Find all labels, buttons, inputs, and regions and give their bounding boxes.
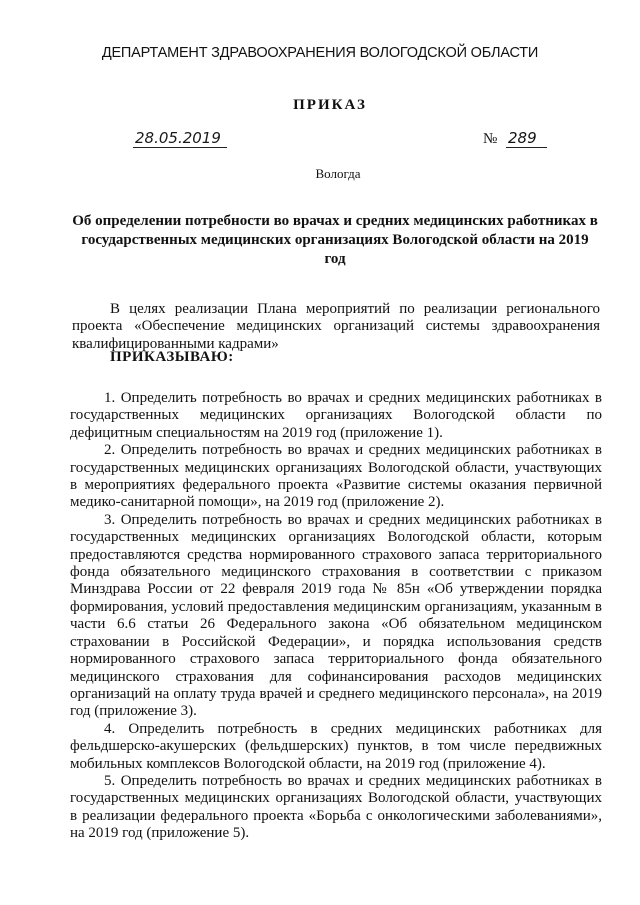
order-date: 28.05.2019 [133, 130, 227, 148]
intro-paragraph: В целях реализации Плана мероприятий по реализации регионального проекта «Обеспечение медицинских организаций системы здравоохранения квалифицированными кадрами» [72, 301, 600, 352]
order-item-5: 5. Определить потребность во врачах и средних медицинских работниках в государственных медицинских организациях Вологодской области, участвующих в реализации федерального проекта «Борьба с онкологическими заболеваниями», на 2019 год (приложение 5). [70, 772, 602, 842]
command-heading: ПРИКАЗЫВАЮ: [110, 349, 234, 365]
order-number: 289 [506, 130, 547, 148]
department-name: ДЕПАРТАМЕНТ ЗДРАВООХРАНЕНИЯ ВОЛОГОДСКОЙ ОБЛАСТИ [101, 45, 539, 61]
order-item-1: 1. Определить потребность во врачах и средних медицинских работниках в государственных медицинских организациях Вологодской области по дефицитным специальностям на 2019 год (приложение 1). [70, 390, 602, 441]
order-heading: ПРИКАЗ [293, 97, 367, 113]
order-item-3: 3. Определить потребность во врачах и средних медицинских работниках в государственных медицинских организациях Вологодской области, которым предоставляются средства нормированного страхового запаса территориального фонда обязательного медицинского страхования в соответствии с приказом Минздрава России от 22 февраля 2019 года № 85н «Об утверждении порядка формирования, условий предоставления медицинским организациям, указанным в части 6.6 статьи 26 Федерального закона «Об обязательном медицинском страховании в Российской Федерации», и порядка использования средств нормированного страхового запаса территориального фонда обязательного медицинского страхования для софинансирования расходов медицинских организаций на оплату труда врачей и среднего медицинского персонала», на 2019 год (приложение 3). [70, 511, 602, 720]
order-item-2: 2. Определить потребность во врачах и средних медицинских работниках в государственных медицинских организациях Вологодской области, участвующих в мероприятиях федерального проекта «Развитие системы оказания первичной медико-санитарной помощи», на 2019 год (приложение 2). [70, 442, 602, 511]
order-number-label: № [483, 131, 498, 147]
order-item-4: 4. Определить потребность в средних медицинских работниках для фельдшерско-акушерских (фельдшерских) пунктов, в том числе передвижных мобильных комплексов Вологодской области, на 2019 год (приложение 4). [70, 720, 602, 772]
order-items [70, 390, 602, 843]
order-city: Вологда [315, 166, 361, 181]
order-title: Об определении потребности во врачах и средних медицинских работниках в государственных медицинских организациях Вологодской области на 2019 год [72, 213, 598, 267]
